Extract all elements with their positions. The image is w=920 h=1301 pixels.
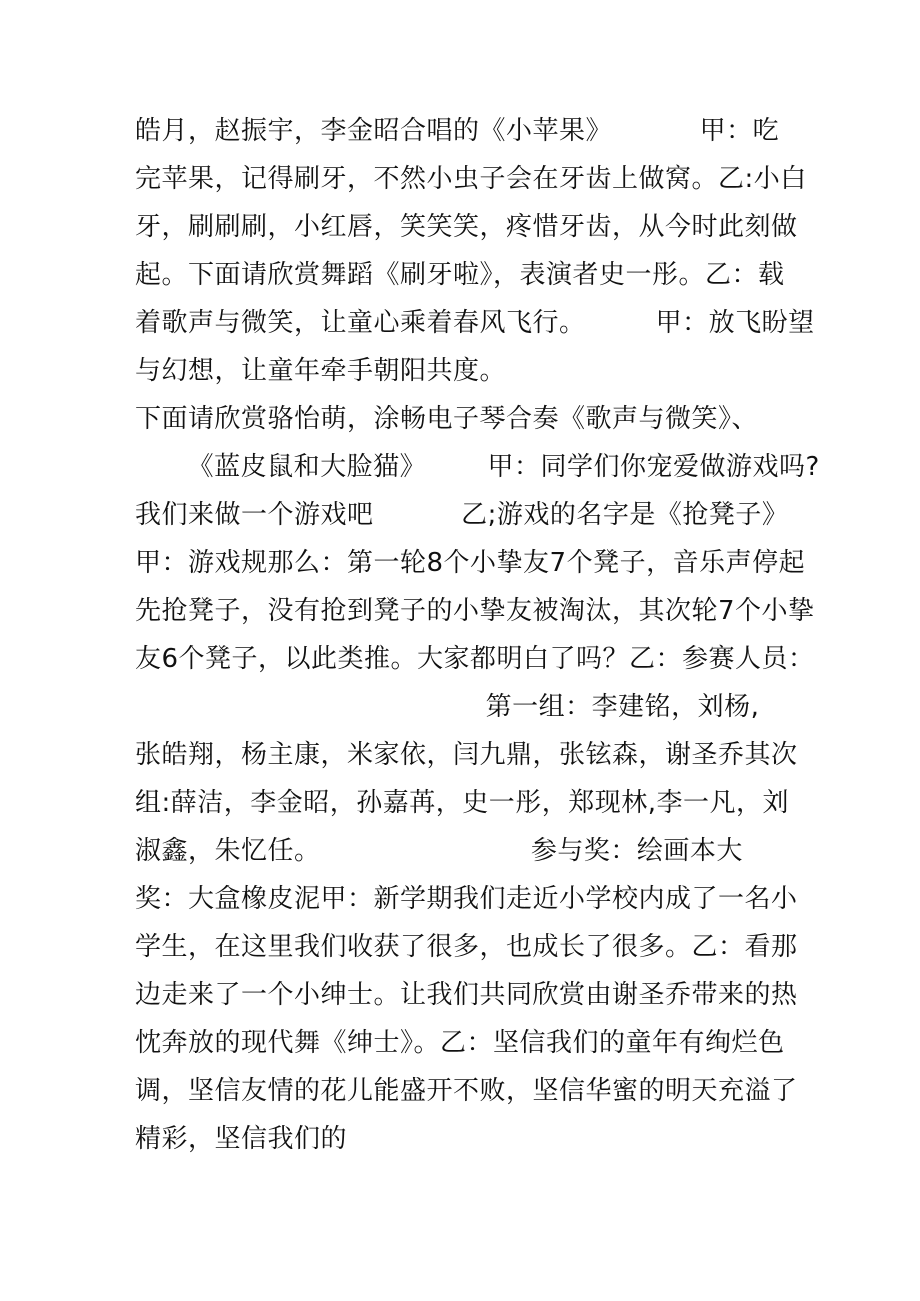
text-line: 牙，刷刷刷，小红唇，笑笑笑，疼惜牙齿，从今时此刻做 (135, 212, 798, 242)
text-line: 精彩，坚信我们的 (135, 1124, 348, 1154)
text-line: 《蓝皮鼠和大脸猫》 甲：同学们你宠爱做游戏吗? (135, 452, 820, 482)
text-line: 调，坚信友情的花儿能盛开不败，坚信华蜜的明天充溢了 (135, 1076, 798, 1106)
text-line: 甲：游戏规那么：第一轮8个小挚友7个凳子，音乐声停起 (135, 548, 806, 578)
text-line: 我们来做一个游戏吧 乙;游戏的名字是《抢凳子》 (135, 500, 789, 530)
text-line: 第一组：李建铭，刘杨, (135, 692, 760, 722)
text-line: 先抢凳子，没有抢到凳子的小挚友被淘汰，其次轮7个小挚 (135, 596, 815, 626)
text-line: 奖：大盒橡皮泥甲：新学期我们走近小学校内成了一名小 (135, 884, 798, 914)
text-line: 着歌声与微笑，让童心乘着春风飞行。 甲：放飞盼望 (135, 308, 815, 338)
text-line: 组:薛洁，李金昭，孙嘉苒，史一彤，郑现林,李一凡，刘 (135, 788, 790, 818)
text-line: 张皓翔，杨主康，米家依，闫九鼎，张铉森，谢圣乔其次 (135, 740, 798, 770)
text-line: 与幻想，让童年牵手朝阳共度。 (135, 356, 507, 386)
text-line: 皓月，赵振宇，李金昭合唱的《小苹果》 甲：吃 (135, 116, 780, 146)
text-line: 忱奔放的现代舞《绅士》。乙：坚信我们的童年有绚烂色 (135, 1028, 785, 1058)
text-line: 友6个凳子，以此类推。大家都明白了吗？乙：参赛人员： (135, 644, 815, 674)
text-line: 起。下面请欣赏舞蹈《刷牙啦》，表演者史一彤。乙：载 (135, 260, 785, 290)
text-line: 下面请欣赏骆怡萌，涂畅电子琴合奏《歌声与微笑》、 (135, 404, 759, 434)
text-line: 学生，在这里我们收获了很多，也成长了很多。乙：看那 (135, 932, 798, 962)
text-line: 淑鑫，朱忆任。 参与奖：绘画本大 (135, 836, 743, 866)
text-line: 边走来了一个小绅士。让我们共同欣赏由谢圣乔带来的热 (135, 980, 798, 1010)
text-line: 完苹果，记得刷牙，不然小虫子会在牙齿上做窝。乙:小白 (135, 164, 807, 194)
